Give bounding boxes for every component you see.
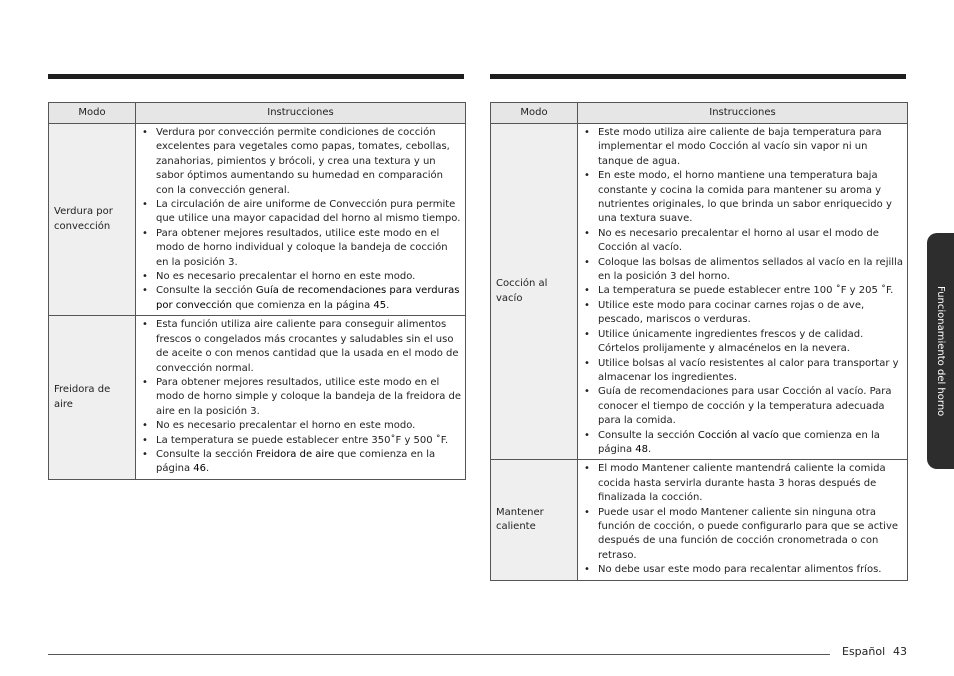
list-item: • Esta función utiliza aire caliente para conseguir alimentos frescos o congelados más crocantes y saludables sin el uso de aceite o con menos cantidad que la usada en el modo de convección normal.	[156, 318, 461, 376]
list-item-reference	[598, 429, 903, 458]
list-item-reference	[156, 448, 461, 477]
instructions-cell	[136, 316, 466, 479]
table-row	[491, 460, 908, 580]
section-link[interactable]: Cocción al vacío	[697, 429, 779, 441]
table-row	[49, 124, 466, 316]
list-item: • Este modo utiliza aire caliente de baja temperatura para implementar el modo Cocción al vacío sin vapor ni un tanque de agua.	[598, 126, 903, 169]
reference-text: Consulte la sección	[156, 285, 256, 297]
table-header-row	[491, 103, 908, 124]
list-item: • Utilice únicamente ingredientes frescos y de calidad. Córtelos prolijamente y almacénelos en la nevera.	[598, 328, 903, 357]
list-item: • Guía de recomendaciones para usar Cocción al vacío. Para conocer el tiempo de cocción y la temperatura adecuada para la comida.	[598, 385, 903, 428]
list-item: • Para obtener mejores resultados, utilice este modo en el modo de horno simple y coloque la bandeja de la freidora de aire en la posición 3.	[156, 376, 461, 419]
page-link[interactable]: 48	[635, 443, 648, 455]
mode-name: Freidora de aire	[49, 316, 136, 479]
column-header-mode: Modo	[491, 103, 578, 124]
page-link[interactable]: 46	[193, 463, 206, 475]
table-row	[491, 124, 908, 460]
instructions-cell	[136, 124, 466, 316]
table-row	[49, 316, 466, 479]
column-header-mode: Modo	[49, 103, 136, 124]
list-item: • Para obtener mejores resultados, utilice este modo en el modo de horno individual y coloque la bandeja de cocción en la posición 3.	[156, 227, 461, 270]
instructions-list	[142, 318, 461, 476]
instructions-list	[584, 126, 903, 457]
list-item: • No es necesario precalentar el horno al usar el modo de Cocción al vacío.	[598, 227, 903, 256]
page-link[interactable]: 45	[373, 299, 387, 311]
reference-text: .	[647, 443, 652, 455]
reference-text: que comienza en la página	[232, 299, 374, 311]
list-item: • La circulación de aire uniforme de Convección pura permite que utilice una mayor capacidad del horno al mismo tiempo.	[156, 198, 461, 227]
footer-rule	[48, 654, 830, 655]
page-number: 43	[893, 645, 907, 658]
section-link[interactable]: Guía de recomendaciones para verduras por convección	[156, 285, 460, 311]
instructions-cell	[578, 460, 908, 580]
instructions-list	[584, 462, 903, 577]
chapter-title: Funcionamiento del horno	[935, 285, 946, 417]
instructions-cell	[578, 124, 908, 460]
list-item: • Coloque las bolsas de alimentos sellados al vacío en la rejilla en la posición 3 del horno.	[598, 256, 903, 285]
chapter-side-tab	[927, 233, 954, 469]
reference-text: .	[205, 463, 210, 475]
section-rule-right	[490, 74, 906, 79]
list-item: • No es necesario precalentar el horno en este modo.	[156, 270, 461, 284]
column-header-instructions: Instrucciones	[136, 103, 466, 124]
list-item: • Puede usar el modo Mantener caliente sin ninguna otra función de cocción, o puede configurarlo para que se active después de una función de cocción cronometrada o con retraso.	[598, 506, 903, 564]
list-item: • No debe usar este modo para recalentar alimentos fríos.	[598, 563, 903, 577]
reference-text: Consulte la sección	[156, 448, 256, 460]
modes-table-right	[490, 102, 908, 581]
table-header-row	[49, 103, 466, 124]
list-item-reference	[156, 284, 461, 313]
list-item: • Verdura por convección permite condiciones de cocción excelentes para vegetales como papas, tomates, cebollas, zanahorias, pimientos y brócoli, y crea una textura y un sabor óptimos aumentando su humedad en comparación con la convección general.	[156, 126, 461, 198]
mode-name: Verdura por convección	[49, 124, 136, 316]
list-item: • Utilice este modo para cocinar carnes rojas o de ave, pescado, mariscos o verduras.	[598, 299, 903, 328]
list-item: • En este modo, el horno mantiene una temperatura baja constante y cocina la comida para mantener su aroma y nutrientes originales, lo que brinda un sabor enriquecido y una textura suave.	[598, 169, 903, 227]
reference-text: que comienza en la página	[156, 448, 436, 475]
reference-text: .	[386, 299, 390, 311]
footer-language: Español	[842, 645, 886, 658]
list-item: • El modo Mantener caliente mantendrá caliente la comida cocida hasta servirla durante hasta 3 horas después de finalizada la cocción.	[598, 462, 903, 505]
reference-text: Consulte la sección	[598, 429, 698, 441]
section-rule-left	[48, 74, 464, 79]
mode-name: Cocción al vacío	[491, 124, 578, 460]
list-item: • No es necesario precalentar el horno en este modo.	[156, 419, 461, 433]
instructions-list	[142, 126, 461, 313]
list-item: • La temperatura se puede establecer entre 100 ˚F y 205 ˚F.	[598, 284, 903, 298]
list-item: • La temperatura se puede establecer entre 350˚F y 500 ˚F.	[156, 434, 461, 448]
list-item: • Utilice bolsas al vacío resistentes al calor para transportar y almacenar los ingredientes.	[598, 357, 903, 386]
reference-text: que comienza en la página	[598, 429, 880, 455]
mode-name: Mantener caliente	[491, 460, 578, 580]
modes-table-left	[48, 102, 466, 480]
column-header-instructions: Instrucciones	[578, 103, 908, 124]
section-link[interactable]: Freidora de aire	[255, 448, 335, 460]
